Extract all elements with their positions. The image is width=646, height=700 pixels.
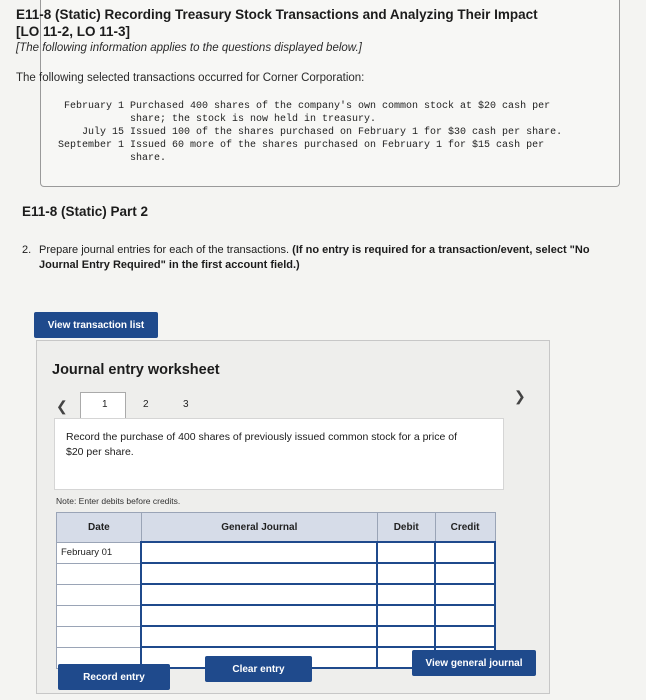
question-instruction: (If no entry is required for a transaction/event, select "No Journal Entry Required" in the first account field.) <box>39 244 590 271</box>
transactions-list <box>18 100 570 165</box>
account-field[interactable] <box>141 605 377 626</box>
question-number: 2. <box>22 244 32 256</box>
view-general-journal-button[interactable]: View general journal <box>412 650 536 676</box>
transaction-date: February 1 <box>63 101 124 112</box>
transaction-text: Purchased 400 shares of the company's own common stock at $20 cash per share; the stock is now held in treasury. <box>130 101 551 125</box>
question <box>22 243 632 273</box>
account-field[interactable] <box>141 626 377 647</box>
transaction-description: Record the purchase of 400 shares of previously issued common stock for a price of $20 per share. <box>66 431 458 458</box>
debit-field[interactable] <box>377 626 435 647</box>
transaction-item <box>18 126 570 139</box>
account-field[interactable] <box>141 542 377 563</box>
debit-field[interactable] <box>377 584 435 605</box>
record-entry-button[interactable]: Record entry <box>58 664 170 690</box>
table-row <box>57 542 496 563</box>
transaction-text: Issued 100 of the shares purchased on February 1 for $30 cash per share. <box>130 127 563 138</box>
credit-column-header: Credit <box>435 513 495 543</box>
date-cell[interactable] <box>57 626 142 647</box>
debit-field[interactable] <box>377 563 435 584</box>
credit-field[interactable] <box>435 542 495 563</box>
tab-3[interactable]: 3 <box>183 399 189 410</box>
credit-field[interactable] <box>435 626 495 647</box>
debit-column-header: Debit <box>377 513 435 543</box>
credit-field[interactable] <box>435 605 495 626</box>
clear-entry-button[interactable]: Clear entry <box>205 656 312 682</box>
journal-table <box>56 512 496 669</box>
problem-title: E11-8 (Static) Recording Treasury Stock Transactions and Analyzing Their Impact [LO 11-2, LO 11-3] <box>16 7 538 39</box>
date-cell[interactable] <box>57 563 142 584</box>
chevron-right-icon[interactable]: ❯ <box>514 388 526 404</box>
date-cell[interactable] <box>57 584 142 605</box>
table-row <box>57 584 496 605</box>
date-column-header: Date <box>57 513 142 543</box>
question-text: Prepare journal entries for each of the transactions. <box>39 244 290 256</box>
journal-header-row <box>57 513 496 543</box>
date-cell[interactable] <box>57 605 142 626</box>
transaction-item <box>18 100 570 126</box>
table-row <box>57 563 496 584</box>
tab-1[interactable]: 1 <box>102 399 108 410</box>
worksheet-title: Journal entry worksheet <box>52 362 220 378</box>
general-journal-column-header: General Journal <box>141 513 377 543</box>
chevron-left-icon[interactable]: ❮ <box>56 398 68 414</box>
date-cell[interactable]: February 01 <box>57 542 142 563</box>
credit-field[interactable] <box>435 563 495 584</box>
debit-field[interactable] <box>377 542 435 563</box>
credit-field[interactable] <box>435 584 495 605</box>
problem-note: [The following information applies to the questions displayed below.] <box>16 42 362 54</box>
account-field[interactable] <box>141 563 377 584</box>
transaction-text: Issued 60 more of the shares purchased on February 1 for $15 cash per share. <box>130 140 545 164</box>
account-field[interactable] <box>141 584 377 605</box>
table-row <box>57 605 496 626</box>
transaction-item <box>18 139 570 165</box>
view-transaction-list-button[interactable]: View transaction list <box>34 312 158 338</box>
problem-lead: The following selected transactions occurred for Corner Corporation: <box>16 72 365 84</box>
debit-field[interactable] <box>377 605 435 626</box>
table-row <box>57 626 496 647</box>
part-title: E11-8 (Static) Part 2 <box>22 204 149 219</box>
transaction-date: September 1 <box>57 140 124 151</box>
tab-2[interactable]: 2 <box>143 399 149 410</box>
debits-note: Note: Enter debits before credits. <box>56 496 181 506</box>
transaction-date: July 15 <box>81 127 124 138</box>
